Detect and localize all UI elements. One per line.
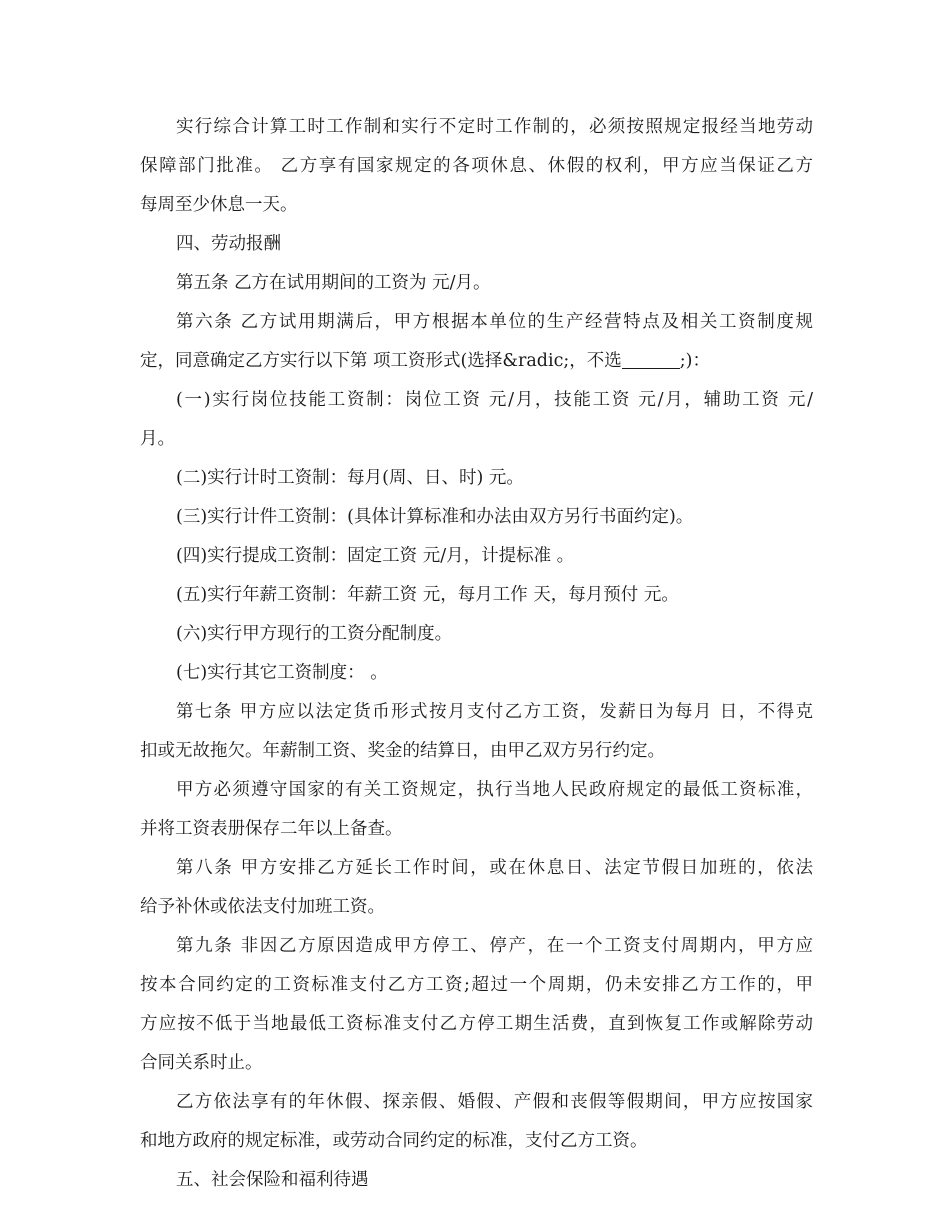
clause-text: 定，同意确定乙方实行以下第 项工资形式(选择&radic;，不选 xyxy=(140,351,622,371)
clause-line: (一)实行岗位技能工资制：岗位工资 元/月，技能工资 元/月，辅助工资 元/ xyxy=(176,390,813,410)
list-item: (四)实行提成工资制：固定工资 元/月，计提标准 。 xyxy=(176,546,575,566)
list-item: (七)实行其它工资制度： 。 xyxy=(176,663,388,683)
paragraph-line: 保障部门批准。 乙方享有国家规定的各项休息、休假的权利，甲方应当保证乙方 xyxy=(140,156,813,176)
fill-in-blank xyxy=(622,350,680,369)
clause-text-end: ;)： xyxy=(679,351,710,371)
paragraph-line: 甲方必须遵守国家的有关工资规定，执行当地人民政府规定的最低工资标准， xyxy=(176,780,813,800)
clause-line: 第九条 非因乙方原因造成甲方停工、停产，在一个工资支付周期内，甲方应 xyxy=(176,936,813,956)
clause-line: 第五条 乙方在试用期间的工资为 元/月。 xyxy=(176,273,491,293)
clause-line xyxy=(140,349,710,373)
section-heading: 四、劳动报酬 xyxy=(176,234,281,254)
paragraph-line: 每周至少休息一天。 xyxy=(140,195,298,215)
list-item: (五)实行年薪工资制：年薪工资 元，每月工作 天，每月预付 元。 xyxy=(176,585,679,605)
clause-line: 按本合同约定的工资标准支付乙方工资;超过一个周期，仍未安排乙方工作的，甲 xyxy=(140,975,813,995)
clause-line: 扣或无故拖欠。年薪制工资、奖金的结算日，由甲乙双方另行约定。 xyxy=(140,741,665,761)
clause-line: 给予补休或依法支付加班工资。 xyxy=(140,897,385,917)
section-heading: 五、社会保险和福利待遇 xyxy=(176,1170,369,1190)
clause-line: 第六条 乙方试用期满后，甲方根据本单位的生产经营特点及相关工资制度规 xyxy=(176,312,813,332)
list-item: (二)实行计时工资制：每月(周、日、时) 元。 xyxy=(176,468,524,488)
clause-line: 第八条 甲方安排乙方延长工作时间，或在休息日、法定节假日加班的，依法 xyxy=(176,858,813,878)
list-item: (六)实行甲方现行的工资分配制度。 xyxy=(176,624,453,644)
clause-line: 方应按不低于当地最低工资标准支付乙方停工期生活费，直到恢复工作或解除劳动 xyxy=(140,1014,813,1034)
paragraph-line: 乙方依法享有的年休假、探亲假、婚假、产假和丧假等假期间，甲方应按国家 xyxy=(176,1092,813,1112)
paragraph-line: 并将工资表册保存二年以上备查。 xyxy=(140,819,403,839)
clause-line: 月。 xyxy=(140,429,175,449)
clause-line: 合同关系时止。 xyxy=(140,1053,263,1073)
paragraph-line: 实行综合计算工时工作制和实行不定时工作制的，必须按照规定报经当地劳动 xyxy=(176,117,813,137)
list-item: (三)实行计件工资制：(具体计算标准和办法由双方另行书面约定)。 xyxy=(176,507,694,527)
paragraph-line: 和地方政府的规定标准，或劳动合同约定的标准，支付乙方工资。 xyxy=(140,1131,648,1151)
clause-line: 第七条 甲方应以法定货币形式按月支付乙方工资，发薪日为每月 日，不得克 xyxy=(176,702,813,722)
